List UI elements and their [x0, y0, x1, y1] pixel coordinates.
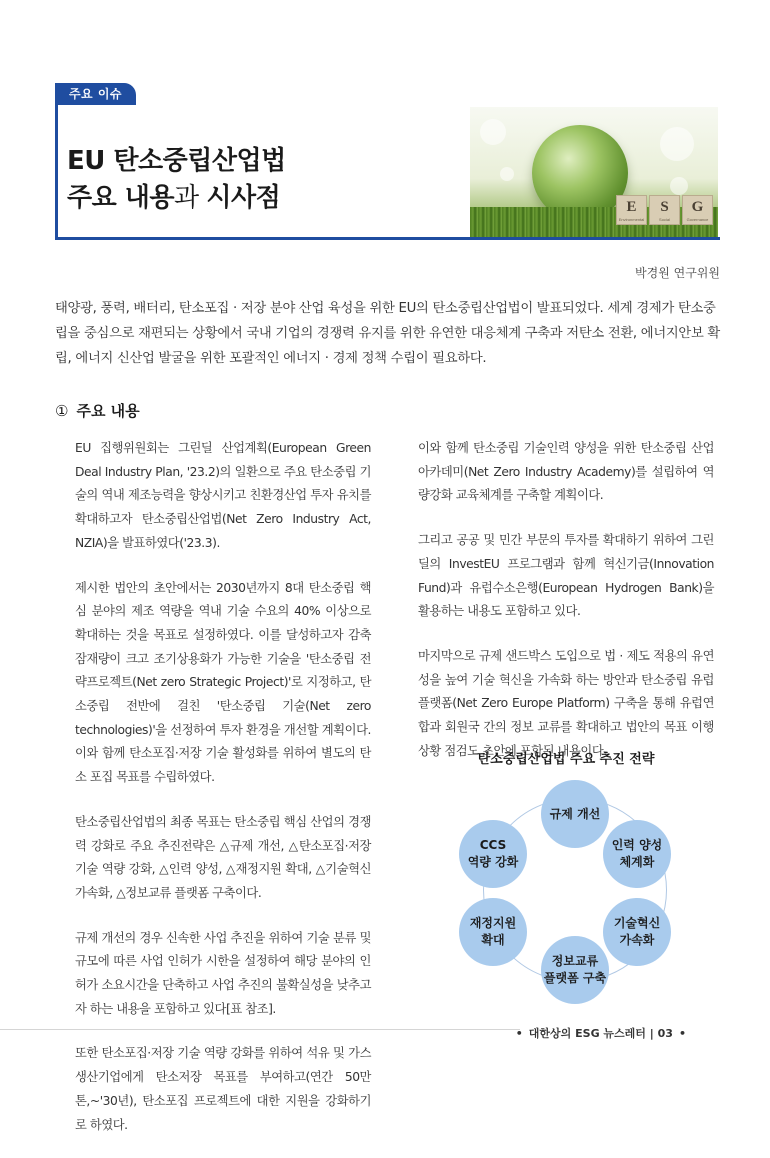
section-heading — [55, 400, 140, 421]
body-paragraph: 탄소중립산업법의 최종 목표는 탄소중립 핵심 산업의 경쟁력 강화로 주요 추진전략은 △규제 개선, △탄소포집·저장 기술 역량 강화, △인력 양성, △재정지원 확대, △기술혁신 가속화, △정보교류 플랫폼 구축이다. — [75, 814, 371, 900]
body-paragraph: 마지막으로 규제 샌드박스 도입으로 법 · 제도 적용의 유연성을 높여 기술 혁신을 가속화 하는 방안과 탄소중립 유럽 플랫폼(Net Zero Europe Platform) 구축을 통해 유럽연합과 회원국 간의 정보 교류를 확대하고 법안의 목표 이행 상황 점검도 초안에 포함된 내용이다. — [418, 648, 714, 758]
bullet-icon: • — [515, 1027, 523, 1040]
page-number: 03 — [657, 1027, 673, 1040]
body-paragraph: 또한 탄소포집·저장 기술 역량 강화를 위하여 석유 및 가스 생산기업에게 탄소저장 목표를 부여하고(연간 50만톤,~'30년), 탄소포집 프로젝트에 대한 지원을 강화하기로 하였다. — [75, 1046, 371, 1132]
strategy-node-innovation: 기술혁신 가속화 — [603, 898, 671, 966]
esg-block-s: S Social — [649, 195, 680, 225]
body-paragraph: 제시한 법안의 초안에서는 2030년까지 8대 탄소중립 핵심 분야의 제조 역량을 역내 기술 수요의 40% 이상으로 확대하는 것을 목표로 설정하였다. 이를 달성하고자 감축잠재량이 크고 조기상용화가 가능한 기술을 '탄소중립 전략프로젝트(Net zero Strategic Project)'로 지정하고, 탄소중립 전반에 걸친 '탄소중립 기술(Net zero technologies)'을 선정하여 투자 환경을 개선할 계획이다. 이와 함께 탄소포집·저장 기술 활성화를 위하여 별도의 탄소 포집 목표를 수립하였다. — [75, 580, 371, 785]
body-paragraph: 규제 개선의 경우 신속한 사업 추진을 위하여 기술 분류 및 규모에 따른 사업 인허가 시한을 설정하여 해당 분야의 인허가 소요시간을 단축하고 사업 추진의 불확실성을 낮추고자 하는 내용을 포함하고 있다[표 참조]. — [75, 930, 371, 1016]
footer-separator: | — [649, 1027, 654, 1040]
body-paragraph: 그리고 공공 및 민간 부문의 투자를 확대하기 위하여 그린딜의 InvestEU 프로그램과 함께 혁신기금(Innovation Fund)과 유럽수소은행(European Hydrogen Bank)을 활용하는 내용도 포함하고 있다. — [418, 533, 714, 619]
title-line-1: EU 탄소중립산업법 — [67, 146, 286, 176]
intro-paragraph: 태양광, 풍력, 배터리, 탄소포집 · 저장 분야 산업 육성을 위한 EU의 탄소중립산업법이 발표되었다. 세계 경제가 탄소중립을 중심으로 재편되는 상황에서 국내 기업의 경쟁력 유지를 위한 유연한 대응체계 구축과 저탄소 전환, 에너지안보 확립, 에너지 신산업 발굴을 위한 포괄적인 에너지 · 경제 정책 수립이 필요하다. — [55, 301, 720, 366]
hero-image-globe-esg — [470, 107, 718, 237]
esg-block-g: G Governance — [682, 195, 713, 225]
esg-block-e: E Environmental — [616, 195, 647, 225]
body-paragraph: 이와 함께 탄소중립 기술인력 양성을 위한 탄소중립 산업 아카데미(Net Zero Industry Academy)를 설립하여 역량강화 교육체계를 구축할 계획이다. — [418, 441, 714, 503]
footer-publication: 대한상의 ESG 뉴스레터 — [528, 1027, 646, 1040]
page-title — [67, 143, 286, 217]
strategy-node-finance: 재정지원 확대 — [459, 898, 527, 966]
footer — [510, 1025, 692, 1041]
right-column — [418, 437, 714, 784]
title-line-2c: 시사점 — [206, 183, 281, 213]
bullet-icon: • — [678, 1027, 686, 1040]
strategy-node-regulation: 규제 개선 — [541, 780, 609, 848]
strategy-node-workforce: 인력 양성 체계화 — [603, 820, 671, 888]
author: 박경원 연구위원 — [635, 266, 720, 280]
strategy-node-ccs: CCS 역량 강화 — [459, 820, 527, 888]
strategy-node-platform: 정보교류 플랫폼 구축 — [541, 936, 609, 1004]
title-line-2a: 주요 내용 — [67, 183, 175, 213]
body-paragraph: EU 집행위원회는 그린딜 산업계획(European Green Deal Industry Plan, '23.2)의 일환으로 주요 탄소중립 기술의 역내 제조능력을 향상시키고 친환경산업 투자 유치를 확대하고자 탄소중립산업법(Net Zero Industry Act, NZIA)을 발표하였다('23.3). — [75, 441, 371, 550]
section-number: ① — [55, 402, 69, 420]
section-title: 주요 내용 — [76, 402, 140, 420]
strategy-diagram — [455, 770, 695, 998]
left-column — [75, 437, 371, 1158]
title-line-2b: 과 — [174, 183, 207, 213]
esg-blocks — [616, 195, 713, 225]
section-badge: 주요 이슈 — [55, 83, 136, 105]
diagram-title: 탄소중립산업법 주요 추진 전략 — [477, 752, 655, 767]
